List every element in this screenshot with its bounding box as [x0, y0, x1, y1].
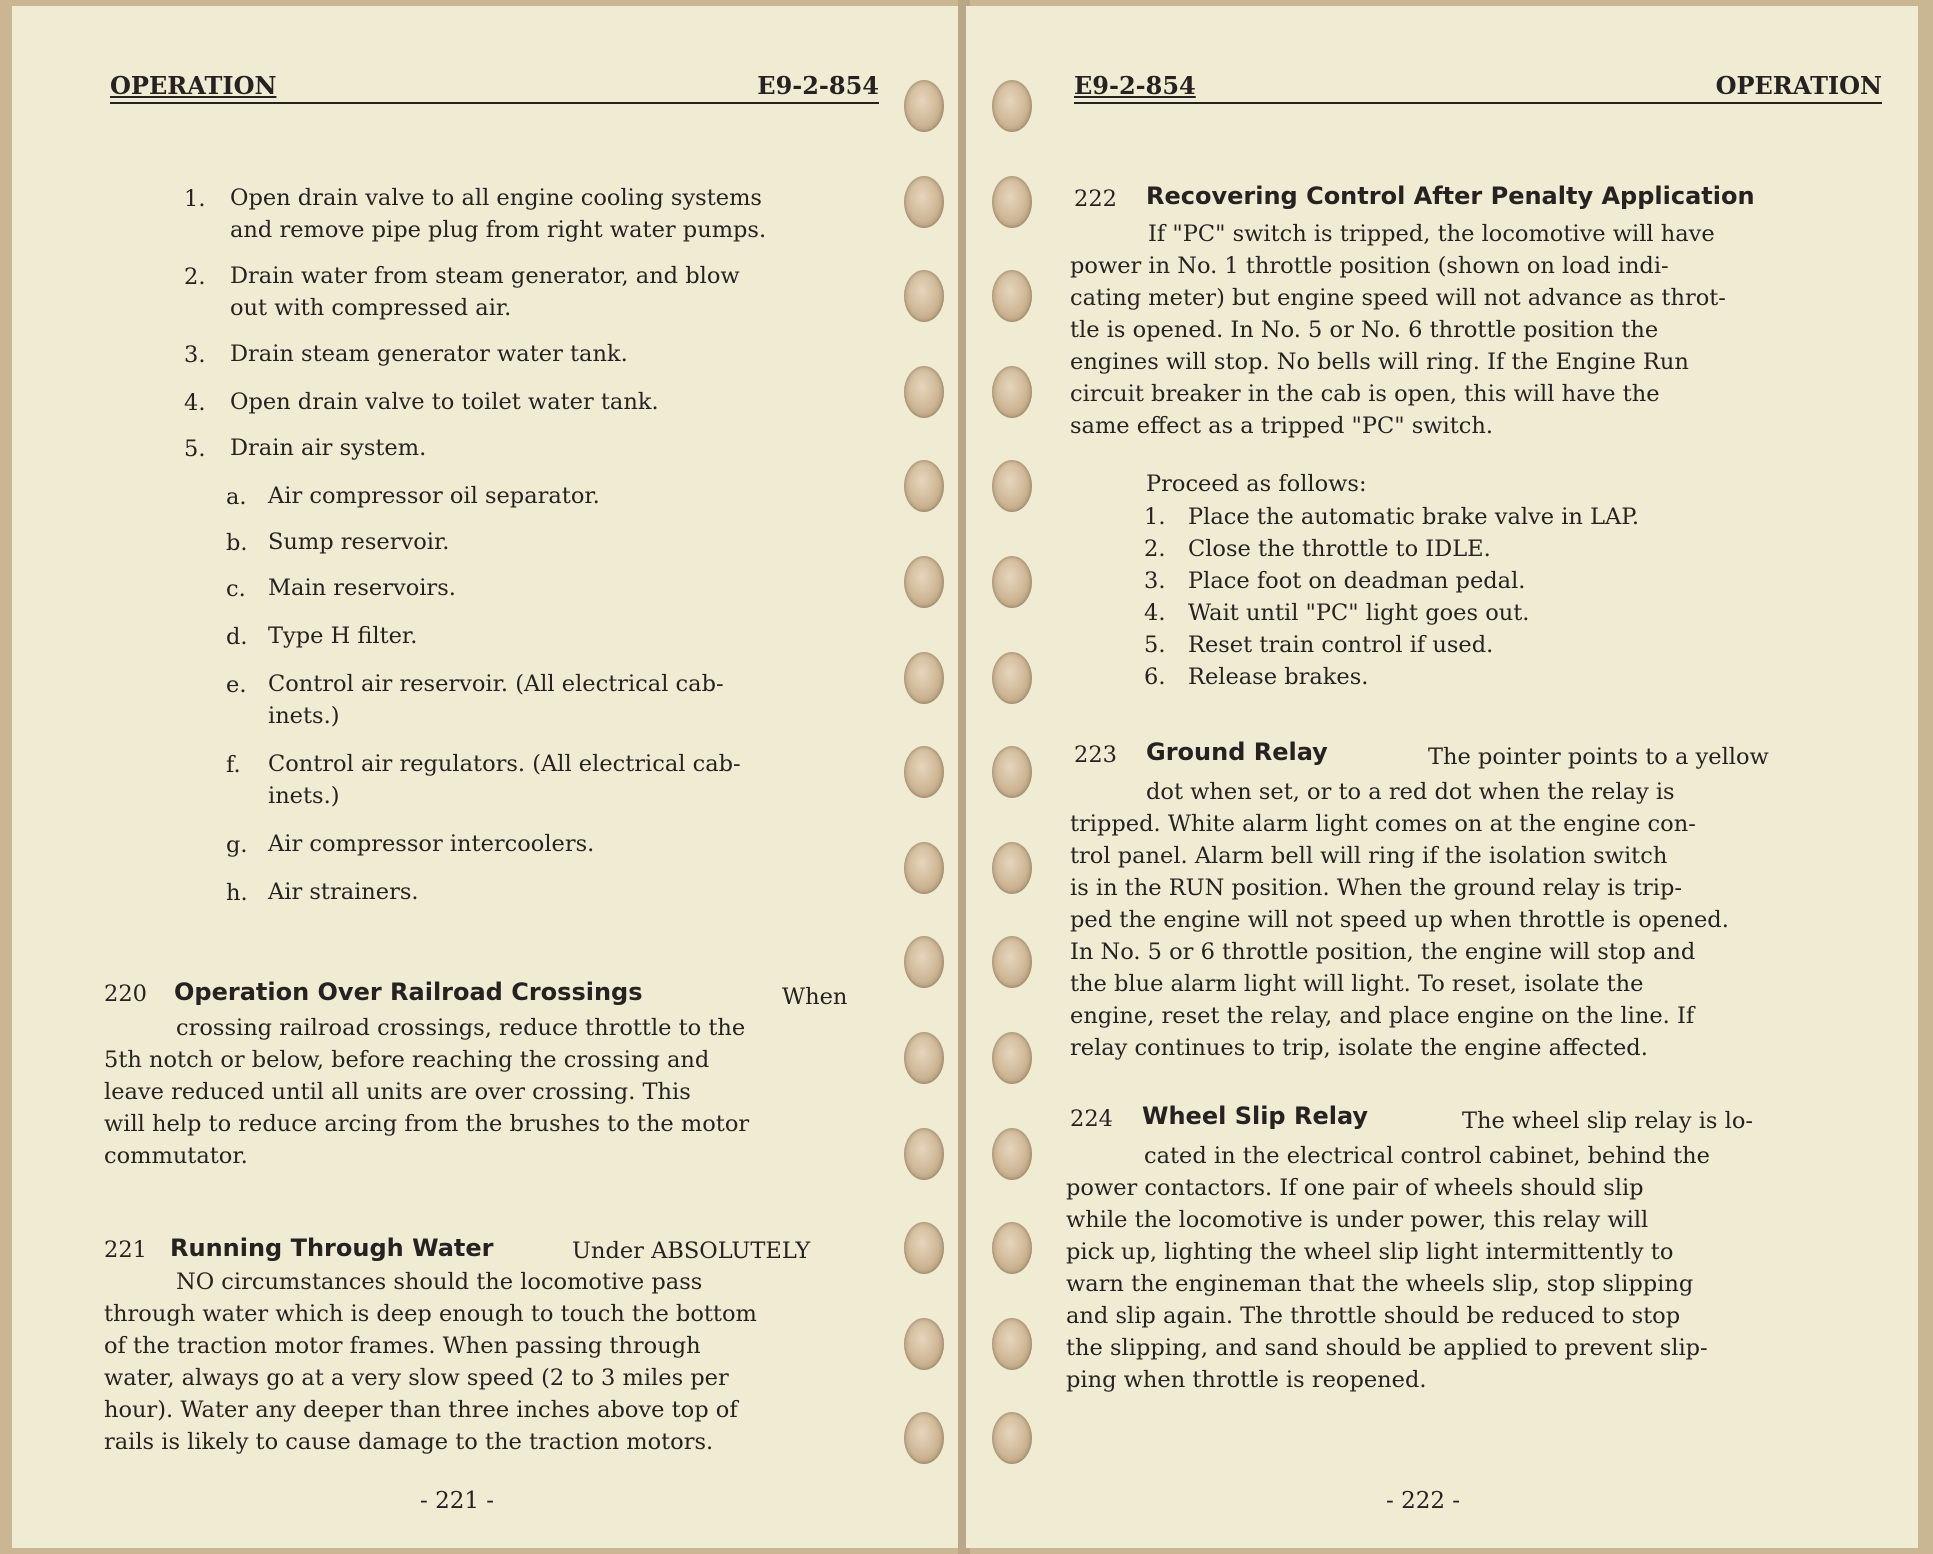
text-line: power in No. 1 throttle position (shown on load indi- — [1070, 253, 1669, 279]
section-body-first-line: dot when set, or to a red dot when the relay is — [1146, 779, 1675, 805]
binder-hole — [904, 652, 944, 704]
substep-text — [268, 572, 868, 604]
text-line: of the traction motor frames. When passing through — [104, 1333, 701, 1359]
section-title: Ground Relay — [1146, 738, 1328, 766]
text-line: same effect as a tripped "PC" switch. — [1070, 413, 1494, 439]
binder-holes-left — [904, 0, 944, 1554]
binder-hole — [992, 366, 1032, 418]
binder-hole — [992, 652, 1032, 704]
step-number: 1. — [184, 186, 206, 212]
binder-hole — [992, 936, 1032, 988]
section-body — [104, 1298, 864, 1458]
text-line: tle is opened. In No. 5 or No. 6 throttle position the — [1070, 317, 1659, 343]
section-body — [1070, 808, 1888, 1064]
text-line: is in the RUN position. When the ground relay is trip- — [1070, 875, 1683, 901]
text-line: rails is likely to cause damage to the traction motors. — [104, 1429, 714, 1455]
substep-letter: h. — [226, 880, 248, 906]
text-line: relay continues to trip, isolate the engine affected. — [1070, 1035, 1648, 1061]
substep-text — [268, 620, 868, 652]
step-number: 3. — [184, 342, 206, 368]
text-line: Main reservoirs. — [268, 575, 456, 601]
binder-hole — [904, 556, 944, 608]
text-line: pick up, lighting the wheel slip light intermittently to — [1066, 1239, 1674, 1265]
substep-text — [268, 480, 868, 512]
step-number: 5. — [184, 436, 206, 462]
binder-hole — [904, 936, 944, 988]
step-text: Close the throttle to IDLE. — [1188, 536, 1491, 562]
binder-hole — [904, 176, 944, 228]
right-page — [966, 6, 1918, 1548]
step-text — [230, 182, 876, 246]
text-line: and slip again. The throttle should be reduced to stop — [1066, 1303, 1681, 1329]
section-body — [1066, 1172, 1886, 1396]
binder-hole — [992, 1128, 1032, 1180]
step-number: 2. — [1144, 536, 1166, 562]
page-number: - 221 - — [420, 1488, 495, 1514]
text-line: the slipping, and sand should be applied to prevent slip- — [1066, 1335, 1708, 1361]
step-number: 5. — [1144, 632, 1166, 658]
section-number: 220 — [104, 981, 147, 1007]
left-page-header — [110, 68, 879, 104]
binder-hole — [904, 1128, 944, 1180]
section-body — [1070, 250, 1888, 442]
step-text — [230, 338, 876, 370]
binder-hole — [904, 1318, 944, 1370]
binder-hole — [992, 1222, 1032, 1274]
text-line: out with compressed air. — [230, 295, 512, 321]
section-body-first-line: If "PC" switch is tripped, the locomotive will have — [1148, 221, 1715, 247]
left-page — [12, 6, 962, 1548]
section-body-first-line: crossing railroad crossings, reduce throttle to the — [176, 1015, 746, 1041]
step-number: 4. — [1144, 600, 1166, 626]
text-line: commutator. — [104, 1143, 248, 1169]
text-line: power contactors. If one pair of wheels should slip — [1066, 1175, 1644, 1201]
substep-letter: b. — [226, 530, 248, 556]
text-line: and remove pipe plug from right water pumps. — [230, 217, 767, 243]
binder-hole — [992, 80, 1032, 132]
text-line: engine, reset the relay, and place engine on the line. If — [1070, 1003, 1695, 1029]
binder-hole — [992, 1032, 1032, 1084]
section-body — [104, 1044, 864, 1172]
right-page-header — [1074, 68, 1882, 104]
text-line: hour). Water any deeper than three inches above top of — [104, 1397, 738, 1423]
section-title: Running Through Water — [170, 1234, 494, 1262]
binder-hole — [904, 1032, 944, 1084]
text-line: 5th notch or below, before reaching the crossing and — [104, 1047, 710, 1073]
substep-letter: c. — [226, 576, 246, 602]
text-line: Sump reservoir. — [268, 529, 450, 555]
section-title: Recovering Control After Penalty Application — [1146, 182, 1755, 210]
text-line: water, always go at a very slow speed (2 to 3 miles per — [104, 1365, 729, 1391]
step-text: Place the automatic brake valve in LAP. — [1188, 504, 1639, 530]
binder-hole — [904, 1412, 944, 1464]
header-section-label: OPERATION — [110, 71, 277, 100]
proceed-label: Proceed as follows: — [1146, 471, 1367, 497]
section-lead-text: The wheel slip relay is lo- — [1462, 1108, 1753, 1134]
binder-holes-right — [992, 0, 1032, 1554]
text-line: while the locomotive is under power, this relay will — [1066, 1207, 1649, 1233]
text-line: warn the engineman that the wheels slip, stop slipping — [1066, 1271, 1694, 1297]
text-line: Control air reservoir. (All electrical cab- — [268, 671, 724, 697]
text-line: cating meter) but engine speed will not advance as throt- — [1070, 285, 1726, 311]
substep-letter: g. — [226, 832, 248, 858]
section-number: 221 — [104, 1237, 147, 1263]
binder-hole — [992, 1412, 1032, 1464]
text-line: tripped. White alarm light comes on at the engine con- — [1070, 811, 1696, 837]
step-text: Place foot on deadman pedal. — [1188, 568, 1526, 594]
header-section-label: OPERATION — [1715, 71, 1882, 100]
binder-hole — [992, 176, 1032, 228]
text-line: Control air regulators. (All electrical cab- — [268, 751, 741, 777]
text-line: engines will stop. No bells will ring. If the Engine Run — [1070, 349, 1689, 375]
binder-hole — [992, 842, 1032, 894]
binder-hole — [992, 556, 1032, 608]
step-text — [230, 432, 876, 464]
step-text: Release brakes. — [1188, 664, 1369, 690]
text-line: Open drain valve to toilet water tank. — [230, 389, 659, 415]
text-line: In No. 5 or 6 throttle position, the engine will stop and — [1070, 939, 1696, 965]
text-line: Drain water from steam generator, and blow — [230, 263, 740, 289]
substep-text — [268, 748, 868, 812]
binder-hole — [992, 460, 1032, 512]
substep-text — [268, 876, 868, 908]
substep-text — [268, 526, 868, 558]
step-text: Reset train control if used. — [1188, 632, 1494, 658]
text-line: will help to reduce arcing from the brushes to the motor — [104, 1111, 750, 1137]
text-line: inets.) — [268, 783, 340, 809]
step-number: 3. — [1144, 568, 1166, 594]
substep-text — [268, 828, 868, 860]
text-line: Air compressor oil separator. — [268, 483, 600, 509]
text-line: ping when throttle is reopened. — [1066, 1367, 1427, 1393]
binder-hole — [904, 842, 944, 894]
binder-hole — [904, 1222, 944, 1274]
section-title: Wheel Slip Relay — [1142, 1102, 1369, 1130]
text-line: Air compressor intercoolers. — [268, 831, 595, 857]
section-number: 224 — [1070, 1106, 1113, 1132]
text-line: Drain air system. — [230, 435, 427, 461]
section-number: 223 — [1074, 742, 1117, 768]
binder-hole — [992, 746, 1032, 798]
binder-hole — [904, 80, 944, 132]
step-number: 6. — [1144, 664, 1166, 690]
step-text — [230, 386, 876, 418]
substep-letter: d. — [226, 624, 248, 650]
binder-hole — [992, 1318, 1032, 1370]
text-line: inets.) — [268, 703, 340, 729]
substep-letter: a. — [226, 484, 247, 510]
section-number: 222 — [1074, 186, 1117, 212]
text-line: Drain steam generator water tank. — [230, 341, 628, 367]
substep-text — [268, 668, 868, 732]
text-line: circuit breaker in the cab is open, this will have the — [1070, 381, 1660, 407]
section-title: Operation Over Railroad Crossings — [174, 978, 643, 1006]
step-number: 4. — [184, 390, 206, 416]
text-line: Air strainers. — [268, 879, 419, 905]
text-line: the blue alarm light will light. To reset, isolate the — [1070, 971, 1644, 997]
text-line: ped the engine will not speed up when throttle is opened. — [1070, 907, 1729, 933]
step-text: Wait until "PC" light goes out. — [1188, 600, 1530, 626]
header-doc-number: E9-2-854 — [757, 71, 879, 100]
substep-letter: f. — [226, 752, 241, 778]
step-number: 1. — [1144, 504, 1166, 530]
header-doc-number: E9-2-854 — [1074, 71, 1196, 100]
text-line: trol panel. Alarm bell will ring if the isolation switch — [1070, 843, 1668, 869]
text-line: through water which is deep enough to touch the bottom — [104, 1301, 757, 1327]
binder-hole — [992, 270, 1032, 322]
section-lead-text: When — [782, 984, 848, 1010]
binder-hole — [904, 366, 944, 418]
section-body-first-line: cated in the electrical control cabinet, behind the — [1144, 1143, 1710, 1169]
text-line: Type H filter. — [268, 623, 418, 649]
binder-hole — [904, 460, 944, 512]
section-lead-text: Under ABSOLUTELY — [572, 1238, 811, 1264]
text-line: leave reduced until all units are over crossing. This — [104, 1079, 691, 1105]
binder-hole — [904, 270, 944, 322]
page-number: - 222 - — [1386, 1488, 1461, 1514]
step-number: 2. — [184, 264, 206, 290]
section-lead-text: The pointer points to a yellow — [1428, 744, 1769, 770]
binder-hole — [904, 746, 944, 798]
substep-letter: e. — [226, 672, 247, 698]
section-body-first-line: NO circumstances should the locomotive pass — [176, 1269, 703, 1295]
text-line: Open drain valve to all engine cooling systems — [230, 185, 762, 211]
step-text — [230, 260, 876, 324]
